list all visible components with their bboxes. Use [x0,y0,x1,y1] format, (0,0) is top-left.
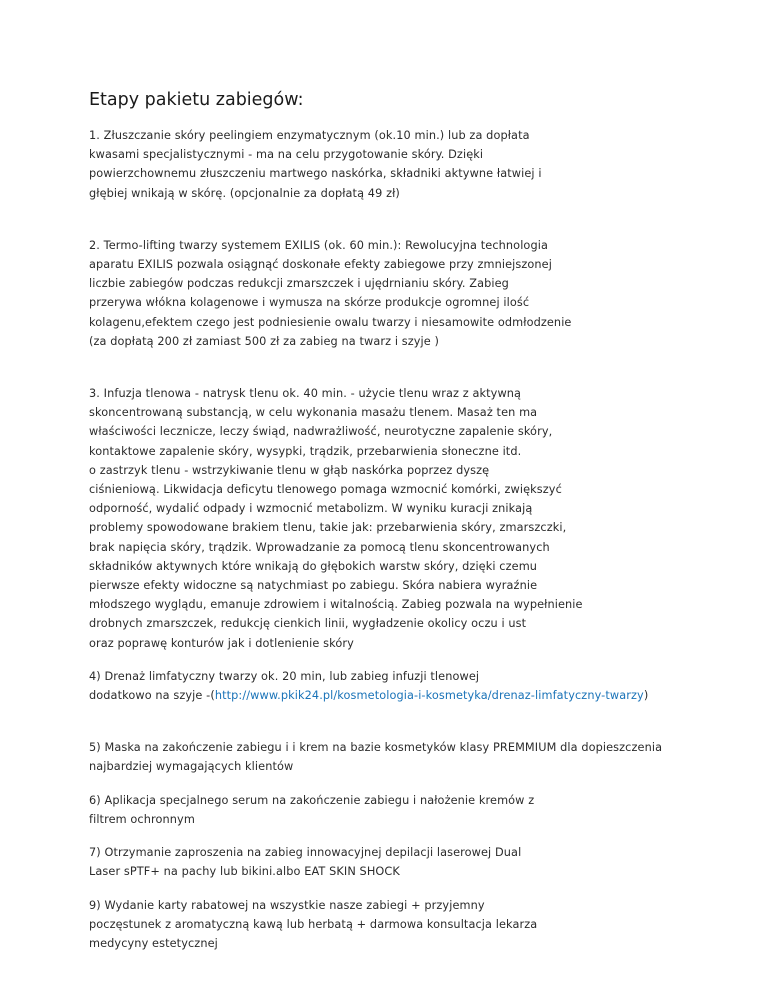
text-line: o zastrzyk tlenu - wstrzykiwanie tlenu w głąb naskórka poprzez dyszę [89,463,490,477]
step-4-lymphatic-drainage [89,667,719,705]
text-line: problemy spowodowane brakiem tlenu, takie jak: przebarwienia skóry, zmarszczki, [89,521,567,535]
text-line: właściwości lecznicze, leczy świąd, nadwrażliwość, neurotyczne zapalenie skóry, [89,425,553,439]
text-line: poczęstunek z aromatyczną kawą lub herbatą + darmowa konsultacja lekarza [89,917,538,931]
text-line: Laser sPTF+ na pachy lub bikini.albo EAT SKIN SHOCK [89,865,400,879]
text-line: młodszego wyglądu, emanuje zdrowiem i witalnością. Zabieg pozwala na wypełnienie [89,598,583,612]
step-2-exilis [89,236,719,351]
text-line: głębiej wnikają w skórę. (opcjonalnie za dopłatą 49 zł) [89,186,400,200]
text-line: 1. Złuszczanie skóry peelingiem enzymatycznym (ok.10 min.) lub za dopłata [89,129,530,142]
text-line: 9) Wydanie karty rabatowej na wszystkie nasze zabiegi + przyjemny [89,898,485,912]
text-line: 3. Infuzja tlenowa - natrysk tlenu ok. 40 min. - użycie tlenu wraz z aktywną [89,387,522,401]
text-line-with-link [89,686,719,705]
text-line: składników aktywnych które wnikają do głębokich warstw skóry, dzięki czemu [89,559,538,573]
text-line: powierzchownemu złuszczeniu martwego naskórka, składniki aktywne łatwiej i [89,167,542,181]
text-line: ciśnieniową. Likwidacja deficytu tlenowego pomaga wzmocnić komórki, zwiększyć [89,483,562,497]
text-line: brak napięcia skóry, trądzik. Wprowadzanie za pomocą tlenu skoncentrowanych [89,540,550,554]
document-page [89,88,719,953]
text-line: kolagenu,efektem czego jest podniesienie owalu twarzy i niesamowite odmłodzenie [89,315,572,329]
text-line: kwasami specjalistycznymi - ma na celu przygotowanie skóry. Dzięki [89,148,484,162]
step-1-exfoliation [89,126,719,203]
text-line: kontaktowe zapalenie skóry, wysypki, trądzik, przebarwienia słoneczne itd. [89,444,522,458]
link-prefix: dodatkowo na szyje -( [89,689,215,703]
step-9-discount-card [89,896,719,954]
step-5-mask [89,738,719,776]
text-line: najbardziej wymagających klientów [89,760,294,774]
text-line: odporność, wydalić odpady i wzmocnić metabolizm. W wyniku kuracji znikają [89,502,533,516]
text-line: 5) Maska na zakończenie zabiegu i i krem na bazie kosmetyków klasy PREMMIUM dla dopieszczenia [89,741,663,755]
text-line: filtrem ochronnym [89,812,195,826]
text-line: 4) Drenaż limfatyczny twarzy ok. 20 min, lub zabieg infuzji tlenowej [89,669,480,683]
step-7-invitation [89,843,719,881]
drainage-link[interactable]: http://www.pkik24.pl/kosmetologia-i-kosmetyka/drenaz-limfatyczny-twarzy [214,689,644,703]
step-3-oxygen-infusion [89,384,719,653]
text-line: drobnych zmarszczek, redukcję cienkich linii, wygładzenie okolicy oczu i ust [89,617,527,631]
link-suffix: ) [643,689,649,703]
text-line: oraz poprawę konturów jak i dotlenienie skóry [89,636,354,650]
text-line: 2. Termo-lifting twarzy systemem EXILIS (ok. 60 min.): Rewolucyjna technologia [89,238,548,252]
step-6-serum [89,791,719,829]
text-line: (za dopłatą 200 zł zamiast 500 zł za zabieg na twarz i szyje ) [89,334,440,348]
text-line: liczbie zabiegów podczas redukcji zmarszczek i ujędrnianiu skóry. Zabieg [89,277,509,291]
text-line: przerywa włókna kolagenowe i wymusza na skórze produkcje ogromnej ilość [89,296,530,310]
text-line: 6) Aplikacja specjalnego serum na zakończenie zabiegu i nałożenie kremów z [89,793,535,807]
text-line: medycyny estetycznej [89,936,218,950]
text-line: 7) Otrzymanie zaproszenia na zabieg innowacyjnej depilacji laserowej Dual [89,846,522,860]
text-line: aparatu EXILIS pozwala osiągnąć doskonałe efekty zabiegowe przy zmniejszonej [89,258,552,272]
page-title: Etapy pakietu zabiegów: [89,90,304,110]
text-line: pierwsze efekty widoczne są natychmiast po zabiegu. Skóra nabiera wyraźnie [89,579,538,593]
text-line: skoncentrowaną substancją, w celu wykonania masażu tlenem. Masaż ten ma [89,406,538,420]
